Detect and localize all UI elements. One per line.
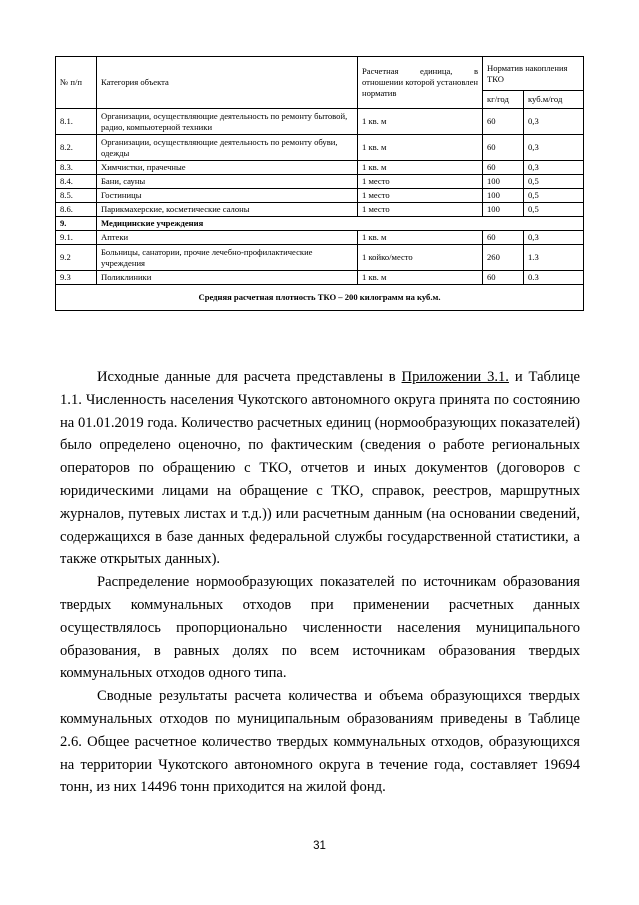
cell-kg: 100 (483, 189, 524, 203)
cell-category: Организации, осуществляющие деятельность по ремонту бытовой, радио, компьютерной техники (97, 109, 358, 135)
waste-norms-table (55, 56, 584, 311)
table-footer-row (56, 285, 584, 311)
paragraph-3: Сводные результаты расчета количества и объема образующихся твердых коммунальных отходов по муниципальным образованиям приведены в Таблице 2.6. Общее расчетное количество твердых коммунальных отходов, образующихся на территории Чукотского автономного округа в течение года, составляет 19694 тонн, из них 14496 тонн приходится на жилой фонд. (60, 688, 580, 796)
table-row (56, 271, 584, 285)
cell-kg: 60 (483, 135, 524, 161)
cell-num: 8.1. (56, 109, 97, 135)
table-row (56, 175, 584, 189)
section-title: Медицинские учреждения (97, 217, 584, 231)
table-row (56, 161, 584, 175)
cell-m3: 0,3 (524, 135, 584, 161)
cell-num: 9.3 (56, 271, 97, 285)
cell-num: 8.6. (56, 203, 97, 217)
cell-num: 9.1. (56, 231, 97, 245)
appendix-link[interactable]: Приложении 3.1. (401, 369, 509, 385)
cell-unit: 1 кв. м (358, 135, 483, 161)
cell-m3: 0,3 (524, 231, 584, 245)
cell-unit: 1 кв. м (358, 231, 483, 245)
cell-category: Поликлиники (97, 271, 358, 285)
paragraph-2: Распределение нормообразующих показателей по источникам образования твердых коммунальных отходов при применении расчетных данных осуществлялось пропорционально численности населения муниципального образования, в равных долях по всем источникам образования твердых коммунальных отходов одного типа. (60, 574, 580, 682)
cell-m3: 1.3 (524, 245, 584, 271)
table-row (56, 231, 584, 245)
cell-kg: 60 (483, 271, 524, 285)
cell-category: Химчистки, прачечные (97, 161, 358, 175)
cell-m3: 0,3 (524, 109, 584, 135)
paragraph-1 (60, 366, 580, 571)
cell-unit: 1 койко/место (358, 245, 483, 271)
cell-category: Гостиницы (97, 189, 358, 203)
cell-m3: 0,3 (524, 161, 584, 175)
cell-num: 8.4. (56, 175, 97, 189)
section-row-medical (56, 217, 584, 231)
cell-category: Парикмахерские, косметические салоны (97, 203, 358, 217)
cell-kg: 60 (483, 109, 524, 135)
cell-kg: 100 (483, 203, 524, 217)
table-footer-note: Средняя расчетная плотность ТКО – 200 килограмм на куб.м. (56, 285, 584, 311)
cell-category: Организации, осуществляющие деятельность по ремонту обуви, одежды (97, 135, 358, 161)
cell-kg: 60 (483, 161, 524, 175)
cell-unit: 1 кв. м (358, 109, 483, 135)
cell-unit: 1 место (358, 203, 483, 217)
header-category: Категория объекта (97, 57, 358, 109)
cell-kg: 260 (483, 245, 524, 271)
p1-text-start: Исходные данные для расчета представлены в (97, 369, 402, 385)
cell-num: 9.2 (56, 245, 97, 271)
cell-unit: 1 место (358, 175, 483, 189)
page-number: 31 (313, 840, 326, 852)
cell-unit: 1 место (358, 189, 483, 203)
cell-kg: 100 (483, 175, 524, 189)
cell-category: Бани, сауны (97, 175, 358, 189)
p1-text-end: и Таблице 1.1. Численность населения Чукотского автономного округа принята по состоянию на 01.01.2019 года. Количество расчетных единиц (нормообразующих показателей) было определено оценочно, по фактическим (сведения о работе региональных операторов по обращению с ТКО, отчетов и иных документов (договоров с юридическими лицами на обращение с ТКО, справок, реестров, маршрутных журналов, путевых листах и т.д.)) или расчетным данным (на основании сведений, содержащихся в базе данных федеральной службы государственной статистики, а также открытых данных). (60, 369, 580, 568)
body-text (60, 366, 580, 799)
cell-category: Больницы, санатории, прочие лечебно-профилактические учреждения (97, 245, 358, 271)
cell-kg: 60 (483, 231, 524, 245)
cell-m3: 0,5 (524, 175, 584, 189)
cell-m3: 0.3 (524, 271, 584, 285)
cell-unit: 1 кв. м (358, 161, 483, 175)
table-row (56, 203, 584, 217)
table-row (56, 245, 584, 271)
cell-m3: 0,5 (524, 189, 584, 203)
header-kg: кг/год (483, 91, 524, 109)
section-num: 9. (56, 217, 97, 231)
cell-num: 8.3. (56, 161, 97, 175)
cell-unit: 1 кв. м (358, 271, 483, 285)
table-row (56, 189, 584, 203)
cell-num: 8.2. (56, 135, 97, 161)
cell-num: 8.5. (56, 189, 97, 203)
cell-m3: 0,5 (524, 203, 584, 217)
header-norm: Норматив накопления ТКО (483, 57, 584, 91)
header-m3: куб.м/год (524, 91, 584, 109)
table-row (56, 109, 584, 135)
table-header-row (56, 57, 584, 91)
table-row (56, 135, 584, 161)
cell-category: Аптеки (97, 231, 358, 245)
header-unit: Расчетная единица, в отношении которой установлен норматив (358, 57, 483, 109)
header-num: № п/п (56, 57, 97, 109)
